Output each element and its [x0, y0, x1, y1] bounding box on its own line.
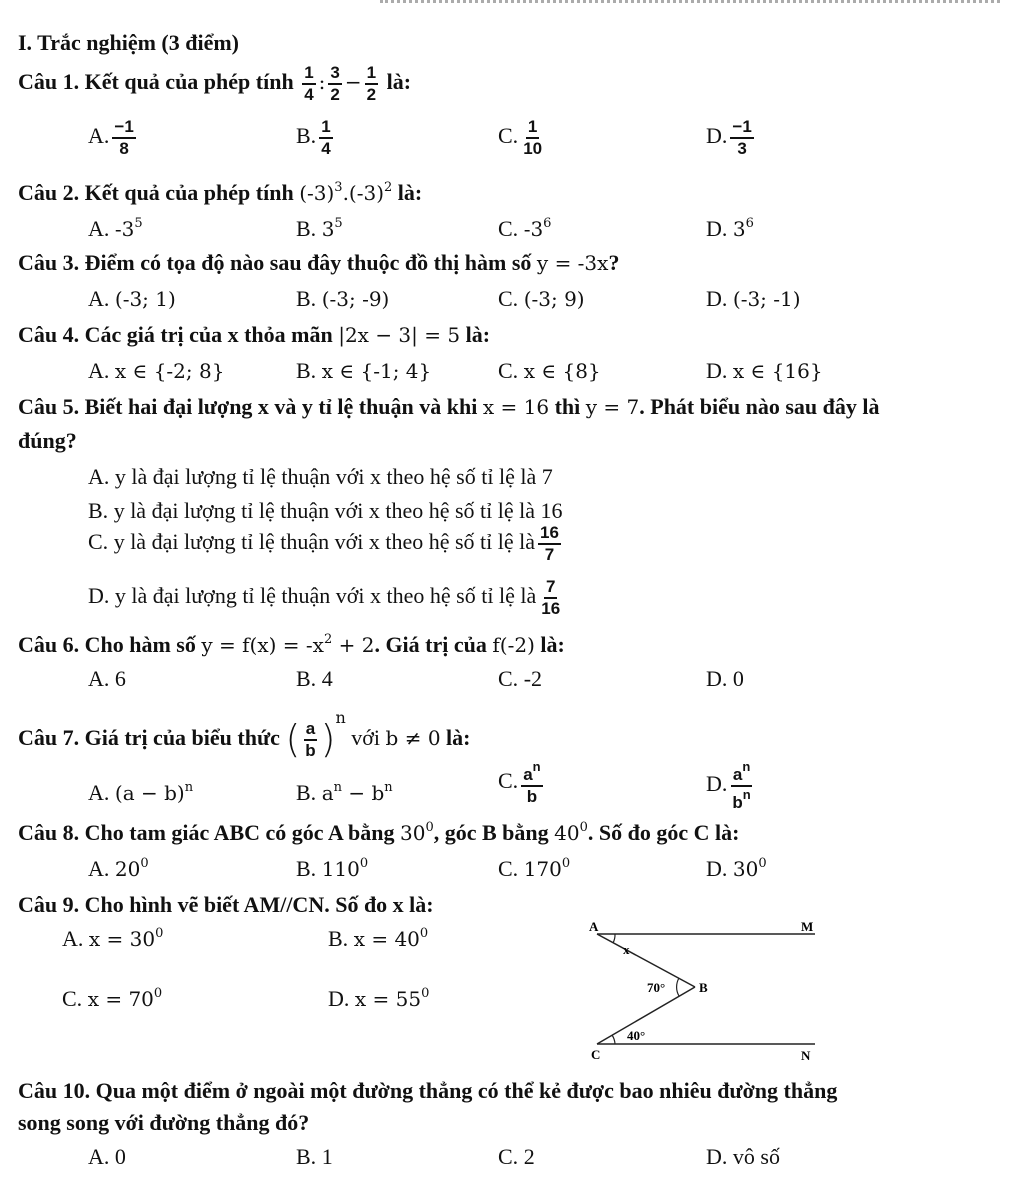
- q1-option-d[interactable]: D. $\frac{-1}{3}$: [706, 117, 752, 158]
- q6-option-d[interactable]: D. 0: [706, 666, 744, 691]
- q9-label: Câu 9.: [18, 892, 80, 917]
- q1-label: Câu 1.: [18, 68, 80, 94]
- q4-option-a[interactable]: A. x ∈ {-2; 8}: [88, 358, 225, 383]
- question-6: [18, 632, 565, 658]
- q6-option-c[interactable]: C. -2: [498, 666, 543, 691]
- q1-frac-a: $\frac{1}{4}$: [304, 63, 314, 104]
- q2-option-d[interactable]: D. $3^6$: [706, 216, 754, 241]
- question-7: [18, 708, 471, 763]
- q2-text: Kết quả của phép tính: [84, 180, 294, 205]
- point-b-label: B: [699, 980, 708, 995]
- q9-text: Cho hình vẽ biết AM//CN. Số đo x là:: [84, 892, 434, 917]
- point-m-label: M: [801, 922, 814, 934]
- q1-frac-b: $\frac{3}{2}$: [330, 63, 340, 104]
- q7-option-c[interactable]: C. $\frac{a^n}{b}$: [498, 759, 541, 806]
- q7-text: Giá trị của biểu thức: [84, 725, 280, 750]
- q5-option-d[interactable]: D. y là đại lượng tỉ lệ thuận với x theo hệ số tỉ lệ là $\frac{7}{16}$: [88, 577, 561, 618]
- q3-option-d[interactable]: D. (-3; -1): [706, 286, 801, 311]
- q3-option-a[interactable]: A. (-3; 1): [88, 286, 176, 311]
- q1-text: Kết quả của phép tính: [84, 68, 294, 94]
- q7-option-a[interactable]: A. $(a - b)^n$: [88, 780, 194, 805]
- q8-option-b[interactable]: B. $110^0$: [296, 856, 369, 881]
- q8-angle-b: $40^0$: [554, 820, 588, 845]
- q6-expr2: f(-2): [492, 633, 535, 657]
- q9-option-a[interactable]: A. $x = 30^0$: [62, 926, 164, 951]
- q6-label: Câu 6.: [18, 632, 80, 657]
- q6-option-a[interactable]: A. 6: [88, 666, 126, 691]
- question-2: [18, 180, 422, 206]
- q5-expr1: x = 16: [482, 395, 550, 419]
- q4-option-d[interactable]: D. x ∈ {16}: [706, 358, 823, 383]
- q10-option-c[interactable]: C. 2: [498, 1144, 535, 1169]
- q1-after: là:: [386, 68, 412, 94]
- question-9: [18, 892, 434, 918]
- question-3: [18, 250, 619, 276]
- cropped-top-edge: [380, 0, 1000, 9]
- angle-c-label: 40°: [627, 1028, 646, 1043]
- point-a-label: A: [589, 922, 599, 934]
- q2-option-c[interactable]: C. $-3^6$: [498, 216, 552, 241]
- question-1: [18, 64, 411, 104]
- q10-text1: Qua một điểm ở ngoài một đường thẳng có thể kẻ được bao nhiêu đường thẳng: [95, 1078, 838, 1103]
- q4-option-c[interactable]: C. x ∈ {8}: [498, 358, 601, 383]
- q8-text2: , góc B bằng: [433, 820, 549, 845]
- q7-cond: b ≠ 0: [385, 726, 441, 750]
- q4-text: Các giá trị của x thỏa mãn: [84, 322, 333, 347]
- q6-after: là:: [540, 632, 565, 657]
- q5-text3: . Phát biểu nào sau đây là: [639, 394, 880, 419]
- q4-option-b[interactable]: B. x ∈ {-1; 4}: [296, 358, 432, 383]
- q5-text2: thì: [554, 394, 581, 419]
- q5-option-a[interactable]: A. y là đại lượng tỉ lệ thuận với x theo hệ số tỉ lệ là 7: [88, 464, 553, 489]
- q8-text3: . Số đo góc C là:: [587, 820, 740, 845]
- q5-label: Câu 5.: [18, 394, 80, 419]
- q9-option-d[interactable]: D. $x = 55^0$: [328, 986, 430, 1011]
- question-5: [18, 394, 879, 420]
- q1-op1: :: [318, 69, 326, 94]
- q1-op2: −: [344, 69, 362, 94]
- q10-option-d[interactable]: D. vô số: [706, 1144, 780, 1169]
- angle-x-label: x: [623, 942, 630, 957]
- q5-option-b[interactable]: B. y là đại lượng tỉ lệ thuận với x theo hệ số tỉ lệ là 16: [88, 498, 563, 523]
- q2-option-a[interactable]: A. $-3^5$: [88, 216, 143, 241]
- q8-option-d[interactable]: D. $30^0$: [706, 856, 767, 881]
- q3-after: ?: [608, 250, 620, 275]
- q2-expr: $(-3)^3.(-3)^2$: [299, 180, 393, 205]
- q5-option-c[interactable]: C. y là đại lượng tỉ lệ thuận với x theo hệ số tỉ lệ là $\frac{16}{7}$: [88, 523, 559, 564]
- question-8: [18, 820, 739, 846]
- q7-expr: ( $\frac{a}{b}$ )$^n$: [285, 708, 346, 762]
- q6-text: Cho hàm số: [84, 632, 196, 657]
- q3-option-c[interactable]: C. (-3; 9): [498, 286, 585, 311]
- q2-option-b[interactable]: B. $3^5$: [296, 216, 343, 241]
- q5-expr2: y = 7: [585, 395, 640, 419]
- angle-b-label: 70°: [647, 980, 666, 995]
- q1-option-c[interactable]: C. $\frac{1}{10}$: [498, 117, 543, 158]
- q4-expr: |2x − 3| = 5: [338, 323, 461, 347]
- q9-figure: [575, 922, 835, 1062]
- q8-option-c[interactable]: C. $170^0$: [498, 856, 571, 881]
- q6-text2: . Giá trị của: [374, 632, 487, 657]
- q7-label: Câu 7.: [18, 725, 80, 750]
- angle-b-arc: [677, 978, 679, 996]
- q5-text4: đúng?: [18, 428, 77, 453]
- question-4: [18, 322, 490, 348]
- q8-label: Câu 8.: [18, 820, 80, 845]
- angle-c-arc: [612, 1035, 615, 1044]
- q7-option-b[interactable]: B. $a^n - b^n$: [296, 780, 393, 805]
- q3-label: Câu 3.: [18, 250, 80, 275]
- section-title: I. Trắc nghiệm (3 điểm): [18, 30, 239, 55]
- q9-option-c[interactable]: C. $x = 70^0$: [62, 986, 163, 1011]
- q10-label: Câu 10.: [18, 1078, 91, 1103]
- q6-option-b[interactable]: B. 4: [296, 666, 333, 691]
- q8-angle-a: $30^0$: [399, 820, 434, 845]
- q3-text: Điểm có tọa độ nào sau đây thuộc đồ thị hàm số: [84, 250, 532, 275]
- angle-x-arc: [613, 934, 615, 943]
- q7-text2: với: [351, 725, 381, 750]
- q1-frac-c: $\frac{1}{2}$: [366, 63, 377, 104]
- q2-label: Câu 2.: [18, 180, 80, 205]
- q2-after: là:: [397, 180, 423, 205]
- q4-after: là:: [465, 322, 491, 347]
- q10-option-b[interactable]: B. 1: [296, 1144, 333, 1169]
- q4-label: Câu 4.: [18, 322, 80, 347]
- point-n-label: N: [801, 1048, 811, 1062]
- q10-text2: song song với đường thẳng đó?: [18, 1110, 310, 1135]
- q7-after: là:: [446, 725, 471, 750]
- q7-option-d[interactable]: D. $\frac{a^n}{b^n}$: [706, 759, 751, 812]
- question-10: [18, 1078, 837, 1104]
- q10-option-a[interactable]: A. 0: [88, 1144, 126, 1169]
- q3-option-b[interactable]: B. (-3; -9): [296, 286, 390, 311]
- q3-expr: y = -3x: [536, 251, 609, 275]
- segment-ab: [597, 934, 695, 987]
- q1-option-a[interactable]: A. $\frac{-1}{8}$: [88, 117, 134, 158]
- q1-option-b[interactable]: B. $\frac{1}{4}$: [296, 117, 331, 158]
- q6-expr: $y = f(x) = -x^2 + 2$: [201, 632, 375, 657]
- q8-text: Cho tam giác ABC có góc A bằng: [84, 820, 395, 845]
- point-c-label: C: [591, 1047, 601, 1062]
- q9-option-b[interactable]: B. $x = 40^0$: [328, 926, 429, 951]
- q5-text1: Biết hai đại lượng x và y tỉ lệ thuận và khi: [84, 394, 478, 419]
- q8-option-a[interactable]: A. $20^0$: [88, 856, 149, 881]
